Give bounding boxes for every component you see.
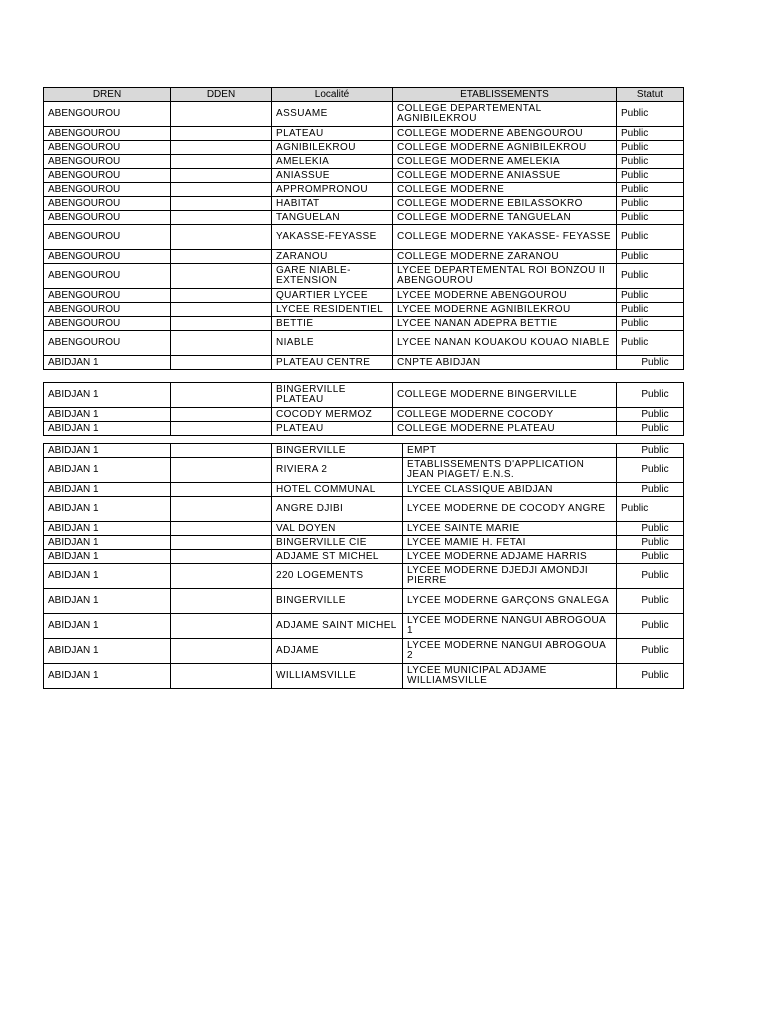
table-row [44, 550, 684, 564]
cell-statut: Public [617, 444, 684, 458]
cell-localite: ANIASSUE [272, 169, 393, 183]
header-statut: Statut [617, 88, 684, 102]
cell-localite: COCODY MERMOZ [272, 408, 393, 422]
cell-localite: VAL DOYEN [272, 522, 403, 536]
cell-dren: ABIDJAN 1 [44, 522, 171, 536]
cell-dden [171, 289, 272, 303]
cell-localite: ADJAME ST MICHEL [272, 550, 403, 564]
cell-etablissement: LYCEE NANAN ADEPRA BETTIE [393, 317, 617, 331]
table-row [44, 331, 684, 356]
cell-etablissement: CNPTE ABIDJAN [393, 356, 617, 370]
cell-etablissement: COLLEGE MODERNE COCODY [393, 408, 617, 422]
cell-dden [171, 497, 272, 522]
cell-dren: ABENGOUROU [44, 331, 171, 356]
cell-dden [171, 169, 272, 183]
cell-etablissement: LYCEE DEPARTEMENTAL ROI BONZOU II ABENGOUROU [393, 264, 617, 289]
cell-localite: QUARTIER LYCEE [272, 289, 393, 303]
cell-etablissement: COLLEGE MODERNE YAKASSE- FEYASSE [393, 225, 617, 250]
cell-etablissement: COLLEGE MODERNE EBILASSOKRO [393, 197, 617, 211]
cell-statut: Public [617, 536, 684, 550]
table-row [44, 536, 684, 550]
cell-dden [171, 127, 272, 141]
header-etablissements: ETABLISSEMENTS [393, 88, 617, 102]
cell-dden [171, 408, 272, 422]
cell-dden [171, 102, 272, 127]
cell-localite: ASSUAME [272, 102, 393, 127]
cell-etablissement: EMPT [403, 444, 617, 458]
cell-dren: ABENGOUROU [44, 264, 171, 289]
cell-etablissement: COLLEGE MODERNE AGNIBILEKROU [393, 141, 617, 155]
table-row [44, 211, 684, 225]
table-row [44, 225, 684, 250]
cell-etablissement: COLLEGE MODERNE BINGERVILLE [393, 383, 617, 408]
cell-dren: ABIDJAN 1 [44, 550, 171, 564]
cell-statut: Public [617, 483, 684, 497]
cell-dden [171, 639, 272, 664]
cell-etablissement: COLLEGE MODERNE PLATEAU [393, 422, 617, 436]
cell-localite: GARE NIABLE-EXTENSION [272, 264, 393, 289]
cell-localite: BINGERVILLE [272, 444, 403, 458]
table-row [44, 522, 684, 536]
cell-dren: ABIDJAN 1 [44, 483, 171, 497]
cell-dren: ABENGOUROU [44, 127, 171, 141]
table-row [44, 639, 684, 664]
table-row [44, 197, 684, 211]
cell-etablissement: LYCEE SAINTE MARIE [403, 522, 617, 536]
cell-dden [171, 536, 272, 550]
table-row [44, 141, 684, 155]
cell-statut: Public [617, 614, 684, 639]
table-row [44, 458, 684, 483]
cell-statut: Public [617, 639, 684, 664]
cell-dden [171, 550, 272, 564]
cell-etablissement: COLLEGE MODERNE ZARANOU [393, 250, 617, 264]
cell-dren: ABIDJAN 1 [44, 564, 171, 589]
cell-statut: Public [617, 317, 684, 331]
cell-statut: Public [617, 458, 684, 483]
cell-dden [171, 183, 272, 197]
cell-statut: Public [617, 331, 684, 356]
cell-dden [171, 589, 272, 614]
cell-localite: PLATEAU [272, 422, 393, 436]
cell-statut: Public [617, 169, 684, 183]
table-row [44, 444, 684, 458]
cell-etablissement: LYCEE MUNICIPAL ADJAME WILLIAMSVILLE [403, 664, 617, 689]
cell-statut: Public [617, 250, 684, 264]
cell-dren: ABIDJAN 1 [44, 497, 171, 522]
cell-etablissement: ETABLISSEMENTS D'APPLICATION JEAN PIAGET/ E.N.S. [403, 458, 617, 483]
cell-localite: 220 LOGEMENTS [272, 564, 403, 589]
table-row [44, 250, 684, 264]
cell-etablissement: COLLEGE MODERNE [393, 183, 617, 197]
cell-localite: APPROMPRONOU [272, 183, 393, 197]
cell-etablissement: COLLEGE MODERNE ANIASSUE [393, 169, 617, 183]
cell-statut: Public [617, 422, 684, 436]
cell-dren: ABENGOUROU [44, 155, 171, 169]
cell-statut: Public [617, 211, 684, 225]
table-row [44, 614, 684, 639]
cell-dren: ABENGOUROU [44, 211, 171, 225]
cell-dren: ABENGOUROU [44, 250, 171, 264]
cell-statut: Public [617, 141, 684, 155]
table-row [44, 102, 684, 127]
cell-dden [171, 458, 272, 483]
cell-statut: Public [617, 197, 684, 211]
table-row [44, 356, 684, 370]
cell-statut: Public [617, 383, 684, 408]
cell-etablissement: LYCEE MODERNE ADJAME HARRIS [403, 550, 617, 564]
cell-localite: ADJAME [272, 639, 403, 664]
table-row [44, 422, 684, 436]
table-row [44, 383, 684, 408]
cell-statut: Public [617, 522, 684, 536]
header-dren: DREN [44, 88, 171, 102]
table-row [44, 303, 684, 317]
cell-localite: BINGERVILLE CIE [272, 536, 403, 550]
cell-dden [171, 225, 272, 250]
table-row [44, 127, 684, 141]
cell-statut: Public [617, 264, 684, 289]
cell-etablissement: COLLEGE MODERNE AMELEKIA [393, 155, 617, 169]
cell-dden [171, 197, 272, 211]
cell-dren: ABIDJAN 1 [44, 664, 171, 689]
table-row [44, 408, 684, 422]
table-row [44, 317, 684, 331]
cell-dren: ABIDJAN 1 [44, 408, 171, 422]
cell-dden [171, 317, 272, 331]
cell-localite: ZARANOU [272, 250, 393, 264]
cell-localite: BINGERVILLE [272, 589, 403, 614]
table2-body [44, 383, 684, 436]
cell-dren: ABIDJAN 1 [44, 422, 171, 436]
cell-dren: ABIDJAN 1 [44, 536, 171, 550]
cell-dden [171, 522, 272, 536]
cell-localite: BINGERVILLE PLATEAU [272, 383, 393, 408]
schools-table-abengourou [43, 87, 684, 370]
cell-dren: ABIDJAN 1 [44, 639, 171, 664]
cell-dren: ABIDJAN 1 [44, 444, 171, 458]
cell-dden [171, 444, 272, 458]
cell-dden [171, 564, 272, 589]
cell-statut: Public [617, 225, 684, 250]
table-row [44, 264, 684, 289]
cell-dren: ABENGOUROU [44, 141, 171, 155]
header-localite: Localité [272, 88, 393, 102]
cell-statut: Public [617, 408, 684, 422]
cell-etablissement: COLLEGE MODERNE ABENGOUROU [393, 127, 617, 141]
cell-dren: ABENGOUROU [44, 303, 171, 317]
cell-localite: TANGUELAN [272, 211, 393, 225]
cell-dren: ABENGOUROU [44, 169, 171, 183]
cell-localite: BETTIE [272, 317, 393, 331]
table-header-row [44, 88, 684, 102]
cell-dden [171, 250, 272, 264]
table-row [44, 183, 684, 197]
table-row [44, 497, 684, 522]
table-row [44, 564, 684, 589]
cell-statut: Public [617, 564, 684, 589]
cell-dren: ABIDJAN 1 [44, 383, 171, 408]
cell-dren: ABIDJAN 1 [44, 614, 171, 639]
cell-dden [171, 155, 272, 169]
cell-localite: AGNIBILEKROU [272, 141, 393, 155]
cell-etablissement: COLLEGE MODERNE TANGUELAN [393, 211, 617, 225]
header-dden: DDEN [171, 88, 272, 102]
cell-dden [171, 141, 272, 155]
cell-statut: Public [617, 497, 684, 522]
table-row [44, 664, 684, 689]
table-row [44, 589, 684, 614]
schools-table-abidjan-lycees [43, 443, 684, 689]
cell-dden [171, 614, 272, 639]
table-row [44, 155, 684, 169]
cell-etablissement: LYCEE MODERNE DE COCODY ANGRE [403, 497, 617, 522]
cell-dren: ABENGOUROU [44, 102, 171, 127]
cell-dden [171, 422, 272, 436]
cell-localite: LYCEE RESIDENTIEL [272, 303, 393, 317]
cell-statut: Public [617, 664, 684, 689]
cell-dren: ABENGOUROU [44, 289, 171, 303]
cell-localite: YAKASSE-FEYASSE [272, 225, 393, 250]
cell-etablissement: LYCEE NANAN KOUAKOU KOUAO NIABLE [393, 331, 617, 356]
table-row [44, 169, 684, 183]
cell-dden [171, 483, 272, 497]
cell-statut: Public [617, 102, 684, 127]
table-row [44, 289, 684, 303]
cell-etablissement: COLLEGE DEPARTEMENTAL AGNIBILEKROU [393, 102, 617, 127]
cell-statut: Public [617, 127, 684, 141]
cell-dren: ABENGOUROU [44, 183, 171, 197]
cell-statut: Public [617, 589, 684, 614]
cell-localite: PLATEAU CENTRE [272, 356, 393, 370]
cell-statut: Public [617, 550, 684, 564]
cell-statut: Public [617, 356, 684, 370]
cell-dren: ABENGOUROU [44, 197, 171, 211]
cell-statut: Public [617, 155, 684, 169]
cell-localite: HABITAT [272, 197, 393, 211]
table1-body [44, 102, 684, 370]
cell-etablissement: LYCEE MODERNE NANGUI ABROGOUA 2 [403, 639, 617, 664]
cell-dden [171, 664, 272, 689]
cell-dden [171, 356, 272, 370]
cell-dden [171, 264, 272, 289]
cell-localite: NIABLE [272, 331, 393, 356]
cell-dden [171, 211, 272, 225]
cell-localite: ADJAME SAINT MICHEL [272, 614, 403, 639]
cell-localite: PLATEAU [272, 127, 393, 141]
cell-etablissement: LYCEE MODERNE ABENGOUROU [393, 289, 617, 303]
cell-dden [171, 303, 272, 317]
cell-dren: ABIDJAN 1 [44, 356, 171, 370]
cell-localite: ANGRE DJIBI [272, 497, 403, 522]
table3-body [44, 444, 684, 689]
cell-localite: HOTEL COMMUNAL [272, 483, 403, 497]
cell-dden [171, 331, 272, 356]
cell-etablissement: LYCEE MODERNE NANGUI ABROGOUA 1 [403, 614, 617, 639]
cell-etablissement: LYCEE MODERNE DJEDJI AMONDJI PIERRE [403, 564, 617, 589]
cell-dren: ABENGOUROU [44, 317, 171, 331]
cell-statut: Public [617, 183, 684, 197]
cell-dren: ABIDJAN 1 [44, 589, 171, 614]
cell-statut: Public [617, 289, 684, 303]
table-row [44, 483, 684, 497]
cell-localite: AMELEKIA [272, 155, 393, 169]
cell-dren: ABIDJAN 1 [44, 458, 171, 483]
cell-dden [171, 383, 272, 408]
schools-table-abidjan-colleges [43, 382, 684, 436]
cell-etablissement: LYCEE MAMIE H. FETAI [403, 536, 617, 550]
cell-localite: RIVIERA 2 [272, 458, 403, 483]
cell-dren: ABENGOUROU [44, 225, 171, 250]
cell-etablissement: LYCEE CLASSIQUE ABIDJAN [403, 483, 617, 497]
cell-etablissement: LYCEE MODERNE AGNIBILEKROU [393, 303, 617, 317]
cell-localite: WILLIAMSVILLE [272, 664, 403, 689]
cell-etablissement: LYCEE MODERNE GARÇONS GNALEGA [403, 589, 617, 614]
cell-statut: Public [617, 303, 684, 317]
